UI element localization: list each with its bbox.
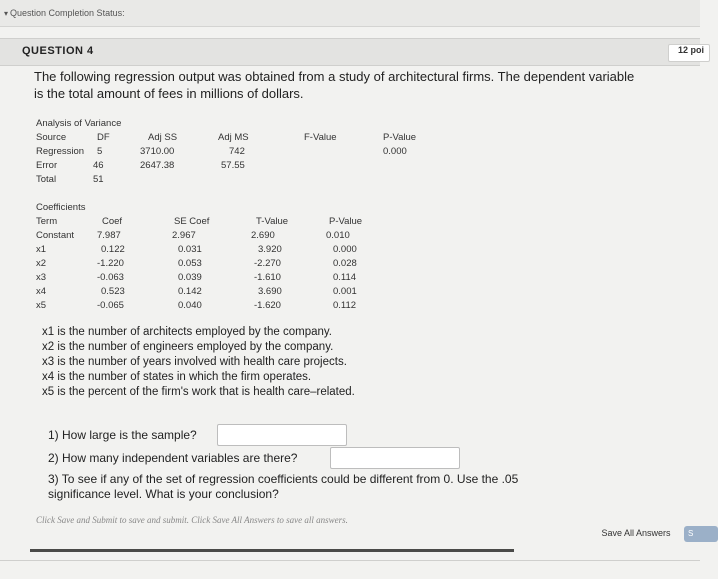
anova-cell: 57.55 (221, 160, 245, 171)
coef-header-secoef: SE Coef (174, 216, 210, 227)
answer-field-1[interactable] (217, 424, 347, 446)
coef-cell: x5 (36, 300, 47, 311)
definition-item: x3 is the number of years involved with health care projects. (42, 356, 347, 368)
coef-cell: 0.000 (333, 244, 357, 255)
chevron-down-icon: ▾ (4, 9, 9, 18)
coef-cell: 0.112 (333, 300, 357, 311)
coef-cell: -1.610 (254, 272, 281, 283)
coef-cell: 0.523 (101, 286, 125, 297)
coefficients-title: Coefficients (36, 202, 86, 213)
coef-cell: 0.142 (178, 286, 202, 297)
anova-header-fvalue: F-Value (304, 132, 337, 143)
anova-cell: 2647.38 (140, 160, 175, 171)
variable-definitions (42, 325, 355, 400)
status-label: Question Completion Status: (10, 8, 125, 18)
subquestion-1: 1) How large is the sample? (48, 428, 197, 442)
coef-header-coef: Coef (102, 216, 123, 227)
bottom-divider (0, 560, 700, 561)
anova-cell: 51 (93, 174, 104, 185)
definition-item: x2 is the number of engineers employed by the company. (42, 341, 334, 353)
definition-item: x5 is the percent of the firm's work that is health care–related. (42, 386, 355, 398)
anova-header-adjss: Adj SS (148, 132, 178, 143)
coef-cell: 0.010 (326, 230, 350, 241)
coef-header-term: Term (36, 216, 58, 227)
definition-item: x4 is the number of states in which the firm operates. (42, 371, 312, 383)
subquestion-2: 2) How many independent variables are there? (48, 451, 298, 465)
anova-header-df: DF (97, 132, 110, 143)
anova-header-pvalue: P-Value (383, 132, 417, 143)
coef-cell: Constant (36, 230, 75, 241)
anova-header-adjms: Adj MS (218, 132, 249, 143)
save-and-submit-button[interactable]: S (684, 526, 718, 542)
top-strip (0, 0, 700, 27)
anova-cell: Error (36, 160, 58, 171)
coef-header-tvalue: T-Value (256, 216, 289, 227)
question-intro: The following regression output was obtained from a study of architectural firms. The dependent variable is the total amount of fees in millions of dollars. (34, 69, 635, 101)
coef-cell: 0.039 (178, 272, 202, 283)
subquestion-3-line1: 3) To see if any of the set of regression coefficients could be different from 0. Use the .05 (48, 472, 519, 486)
coef-cell: 2.967 (172, 230, 196, 241)
points-label: 12 poi (677, 45, 704, 55)
coef-cell: 0.001 (333, 286, 357, 297)
coef-cell: x3 (36, 272, 47, 283)
definition-item: x1 is the number of architects employed by the company. (42, 326, 332, 338)
anova-cell: 3710.00 (140, 146, 175, 157)
question-header (0, 38, 700, 66)
anova-cell: 742 (229, 146, 245, 157)
scroll-divider (30, 549, 514, 552)
anova-title: Analysis of Variance (36, 118, 122, 129)
answer-field-2[interactable] (330, 447, 460, 469)
coef-cell: 0.031 (178, 244, 202, 255)
coef-cell: -1.620 (254, 300, 281, 311)
coef-cell: x4 (36, 286, 47, 297)
coef-cell: 3.690 (258, 286, 282, 297)
subquestion-3-line2: significance level. What is your conclusion? (48, 487, 279, 501)
coef-cell: 2.690 (251, 230, 275, 241)
coef-header-pvalue: P-Value (329, 216, 363, 227)
anova-cell: 5 (97, 146, 103, 157)
coef-cell: 0.114 (333, 272, 357, 283)
anova-cell: Total (36, 174, 57, 185)
coef-cell: 0.028 (333, 258, 357, 269)
question-title: QUESTION 4 (22, 45, 94, 57)
anova-cell: 46 (93, 160, 104, 171)
anova-header-source: Source (36, 132, 67, 143)
coef-cell: 0.122 (101, 244, 125, 255)
coef-cell: -0.063 (97, 272, 124, 283)
anova-cell: 0.000 (383, 146, 407, 157)
coef-cell: x2 (36, 258, 47, 269)
coef-cell: -1.220 (97, 258, 124, 269)
save-submit-instructions: Click Save and Submit to save and submit. Click Save All Answers to save all answers. (36, 515, 348, 525)
question-completion-status-toggle[interactable] (4, 8, 125, 18)
coef-cell: x1 (36, 244, 47, 255)
coef-cell: -2.270 (254, 258, 281, 269)
coef-cell: 7.987 (97, 230, 121, 241)
save-all-answers-button[interactable]: Save All Answers (601, 528, 671, 538)
coef-cell: 0.053 (178, 258, 202, 269)
anova-cell: Regression (36, 146, 85, 157)
coef-cell: -0.065 (97, 300, 124, 311)
coef-cell: 3.920 (258, 244, 282, 255)
coef-cell: 0.040 (178, 300, 202, 311)
